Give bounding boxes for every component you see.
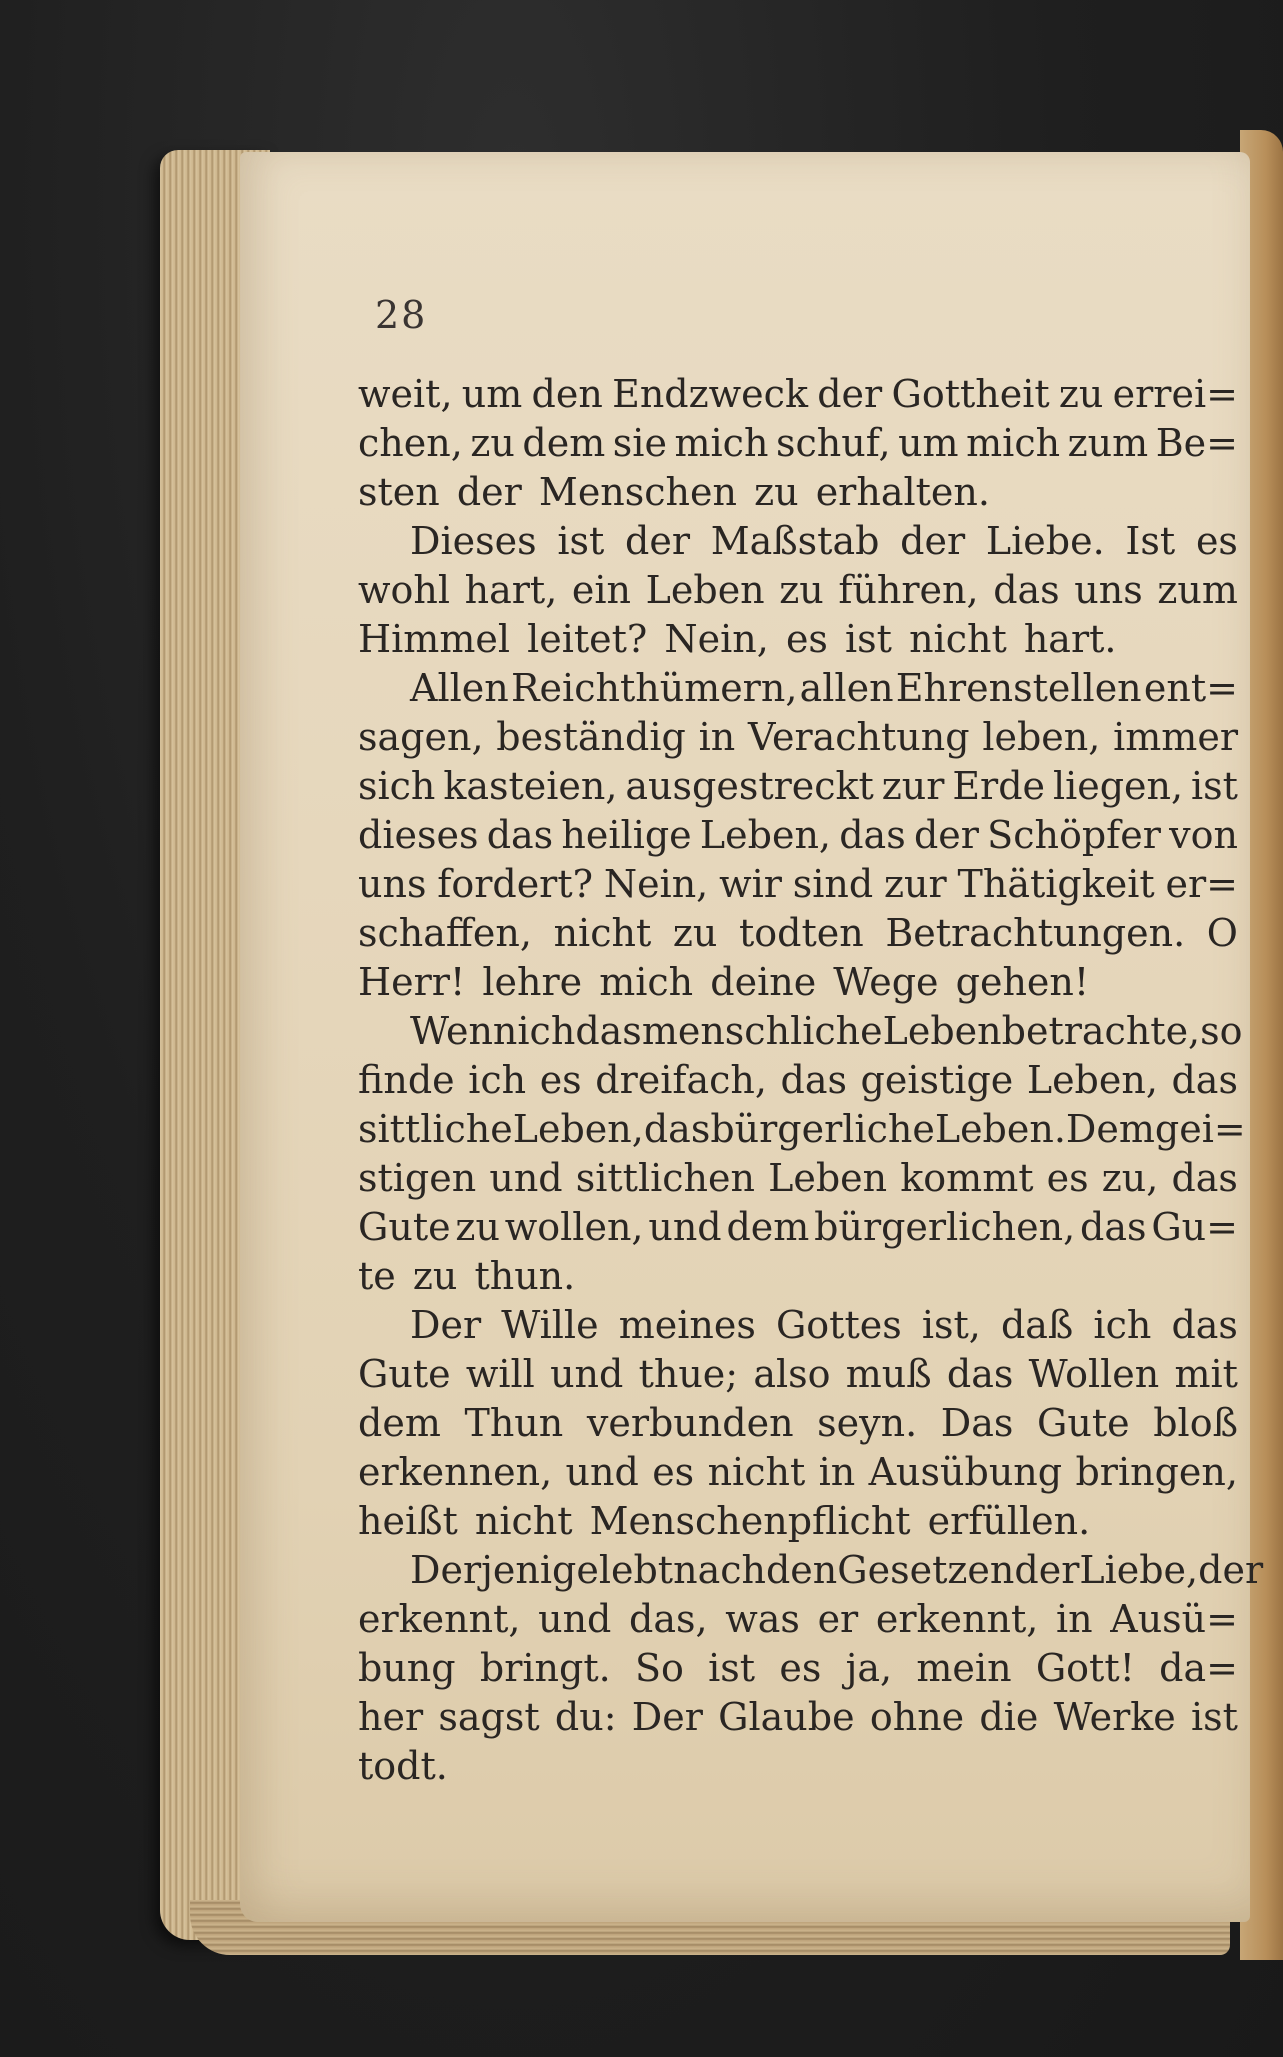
- text-word: Dieses: [410, 519, 537, 563]
- text-word: bürgerlichen,: [814, 1205, 1076, 1249]
- text-word: erkennt,: [875, 1597, 1039, 1641]
- text-word: Gu=: [1151, 1205, 1238, 1249]
- text-word: mich: [966, 421, 1061, 465]
- text-word: Ist: [1125, 519, 1176, 563]
- text-word: es: [652, 1450, 695, 1494]
- text-line: [358, 713, 1238, 762]
- text-word: nach: [673, 1548, 766, 1592]
- text-word: Leben,: [1026, 1058, 1158, 1102]
- text-word: das: [839, 813, 906, 857]
- text-word: mich: [599, 960, 694, 1004]
- text-word: Derjenige: [410, 1548, 599, 1592]
- text-word: lebt: [598, 1548, 674, 1592]
- text-word: Gute: [1037, 1401, 1130, 1445]
- text-word: Liebe.: [985, 519, 1105, 563]
- text-word: zu: [1058, 372, 1104, 416]
- text-word: es: [785, 617, 828, 661]
- text-word: der: [456, 470, 522, 514]
- text-line: [358, 615, 1238, 664]
- text-word: zu: [754, 470, 799, 514]
- text-word: Thun: [464, 1401, 564, 1445]
- text-word: zu: [672, 911, 718, 955]
- text-word: uns: [358, 862, 427, 906]
- text-word: was: [725, 1597, 800, 1641]
- text-word: chen,: [358, 421, 463, 465]
- text-word: Nein,: [664, 617, 769, 661]
- text-word: Der: [410, 1303, 482, 1347]
- text-word: das: [575, 1009, 642, 1053]
- text-line: [358, 1105, 1246, 1154]
- text-line: [358, 419, 1238, 468]
- text-word: Leben: [768, 1156, 888, 1200]
- text-line: [358, 958, 1238, 1007]
- text-word: es: [1195, 519, 1238, 563]
- text-word: dieses: [358, 813, 479, 857]
- text-word: beständig: [496, 715, 686, 759]
- text-word: Wollen: [1028, 1352, 1160, 1396]
- text-word: ich: [517, 1009, 576, 1053]
- text-word: deine: [710, 960, 817, 1004]
- text-line: [358, 1399, 1238, 1448]
- text-word: leitet?: [527, 617, 648, 661]
- text-line: [358, 811, 1238, 860]
- text-line: [358, 1154, 1238, 1203]
- text-word: stigen: [358, 1156, 477, 1200]
- text-word: er=: [1165, 862, 1238, 906]
- text-word: ohne: [869, 1695, 965, 1739]
- text-word: daß: [1000, 1303, 1074, 1347]
- text-word: Menschenpflicht: [589, 1499, 911, 1543]
- text-line: [358, 1644, 1238, 1693]
- text-word: das: [1171, 1058, 1238, 1102]
- text-word: menschliche: [641, 1009, 883, 1053]
- text-word: todten: [738, 911, 864, 955]
- text-word: mit: [1174, 1352, 1238, 1396]
- text-word: das: [780, 1058, 847, 1102]
- text-word: zu,: [1101, 1156, 1159, 1200]
- text-word: erfüllen.: [927, 1499, 1091, 1543]
- text-word: das: [486, 813, 554, 857]
- text-word: ist: [845, 617, 892, 661]
- text-word: gehen!: [955, 960, 1090, 1004]
- text-line: [358, 1350, 1238, 1399]
- text-word: erhalten.: [815, 470, 990, 514]
- text-word: Betrachtungen.: [885, 911, 1186, 955]
- text-word: schuf,: [776, 421, 891, 465]
- text-word: will: [465, 1352, 535, 1396]
- text-word: Erde: [952, 764, 1046, 808]
- text-line: [358, 1448, 1238, 1497]
- text-word: den: [765, 1548, 838, 1592]
- text-line: [358, 1693, 1238, 1742]
- text-word: zur: [881, 764, 945, 808]
- text-word: um: [461, 372, 523, 416]
- text-word: Endzweck: [612, 372, 808, 416]
- text-line: [358, 370, 1238, 419]
- text-word: es: [779, 1646, 822, 1690]
- text-word: Nein,: [603, 862, 709, 906]
- text-word: Der: [631, 1695, 703, 1739]
- text-line: [358, 664, 1238, 713]
- text-word: thue;: [638, 1352, 739, 1396]
- text-word: sten: [358, 470, 440, 514]
- text-word: her: [358, 1695, 424, 1739]
- text-word: immer: [1113, 715, 1238, 759]
- text-line: [358, 1742, 1238, 1791]
- text-line: [358, 909, 1238, 958]
- text-word: Ehrenstellen: [895, 666, 1142, 710]
- text-line: [358, 1007, 1243, 1056]
- text-word: der: [1014, 1548, 1080, 1592]
- text-word: der: [900, 519, 966, 563]
- text-word: dem: [522, 421, 606, 465]
- text-word: bringt.: [479, 1646, 611, 1690]
- text-word: nicht: [474, 1499, 573, 1543]
- text-word: Maßstab: [710, 519, 880, 563]
- text-word: da=: [1159, 1646, 1238, 1690]
- page-text-body: [358, 370, 1264, 1791]
- text-word: allen: [799, 666, 894, 710]
- text-word: und: [489, 1156, 563, 1200]
- text-word: die: [979, 1695, 1039, 1739]
- text-line: [358, 517, 1238, 566]
- text-word: und: [538, 1597, 612, 1641]
- text-word: ist: [708, 1646, 756, 1690]
- text-word: er: [817, 1597, 859, 1641]
- text-word: Wille: [501, 1303, 599, 1347]
- text-word: nicht: [553, 911, 652, 955]
- text-word: Menschen: [538, 470, 737, 514]
- text-word: du:: [554, 1695, 617, 1739]
- text-word: das,: [629, 1597, 708, 1641]
- text-word: mein: [916, 1646, 1012, 1690]
- text-word: sittliche: [358, 1107, 513, 1151]
- text-word: das: [1171, 1156, 1238, 1200]
- text-word: so: [1200, 1009, 1243, 1053]
- text-word: Wege: [833, 960, 939, 1004]
- text-word: meines: [618, 1303, 756, 1347]
- text-word: Ausü=: [1110, 1597, 1238, 1641]
- text-line: [358, 468, 1238, 517]
- text-word: der: [913, 813, 979, 857]
- text-word: um: [898, 421, 959, 465]
- text-word: und: [648, 1205, 722, 1249]
- text-word: te: [358, 1254, 396, 1298]
- text-word: betrachte,: [1001, 1009, 1201, 1053]
- text-word: das: [1080, 1205, 1147, 1249]
- text-word: gei=: [1154, 1107, 1246, 1151]
- text-word: muß: [845, 1352, 932, 1396]
- text-word: O: [1206, 911, 1238, 955]
- text-word: Himmel: [358, 617, 510, 661]
- text-line: [358, 762, 1238, 811]
- text-word: ausgestreckt: [625, 764, 874, 808]
- text-word: liegen,: [1052, 764, 1184, 808]
- text-word: Dem: [1065, 1107, 1155, 1151]
- text-word: in: [698, 715, 736, 759]
- text-word: kommt: [900, 1156, 1034, 1200]
- text-word: in: [1055, 1597, 1093, 1641]
- text-word: Das: [940, 1401, 1014, 1445]
- text-word: von: [1169, 813, 1238, 857]
- text-word: Reichthümern,: [510, 666, 798, 710]
- text-word: bringen,: [1075, 1450, 1238, 1494]
- text-word: es: [539, 1058, 582, 1102]
- text-word: das: [643, 1107, 711, 1151]
- text-word: Schöpfer: [987, 813, 1161, 857]
- text-word: Be=: [1155, 421, 1238, 465]
- text-line: [358, 1301, 1238, 1350]
- text-word: Gute: [358, 1205, 451, 1249]
- text-word: führen,: [838, 568, 979, 612]
- text-word: seyn.: [817, 1401, 918, 1445]
- text-word: ist: [1191, 764, 1238, 808]
- text-word: So: [634, 1646, 684, 1690]
- text-word: hart,: [464, 568, 558, 612]
- text-word: Gesetzen: [837, 1548, 1015, 1592]
- text-word: zu: [412, 1254, 458, 1298]
- text-word: das: [993, 568, 1060, 612]
- text-word: bürgerliche: [710, 1107, 935, 1151]
- text-word: zu: [779, 568, 824, 612]
- text-word: Leben,: [699, 813, 831, 857]
- text-word: zur: [884, 862, 947, 906]
- text-word: ein: [571, 568, 632, 612]
- text-word: Herr!: [358, 960, 466, 1004]
- text-word: geistige: [860, 1058, 1014, 1102]
- text-word: heißt: [358, 1499, 458, 1543]
- text-word: zum: [1157, 568, 1238, 612]
- text-word: zu: [470, 421, 515, 465]
- text-word: zu: [455, 1205, 500, 1249]
- text-word: Werke: [1053, 1695, 1176, 1739]
- text-line: [358, 1595, 1238, 1644]
- text-word: der: [1198, 1548, 1264, 1592]
- text-word: todt.: [358, 1744, 448, 1788]
- text-word: fordert?: [437, 862, 593, 906]
- text-word: Ausübung: [868, 1450, 1063, 1494]
- text-line: [358, 1546, 1264, 1595]
- text-word: mich: [674, 421, 769, 465]
- text-word: nicht: [707, 1450, 806, 1494]
- text-word: erkennt,: [358, 1597, 521, 1641]
- text-word: errei=: [1112, 372, 1238, 416]
- text-word: das: [946, 1352, 1014, 1396]
- text-word: Thätigkeit: [957, 862, 1155, 906]
- text-word: hart.: [1023, 617, 1117, 661]
- text-word: sind: [792, 862, 874, 906]
- text-word: heilige: [561, 813, 692, 857]
- text-line: [358, 1203, 1238, 1252]
- text-word: dem: [726, 1205, 810, 1249]
- text-line: [358, 1056, 1238, 1105]
- text-word: Leben,: [512, 1107, 644, 1151]
- text-word: sie: [612, 421, 667, 465]
- text-word: Leben: [645, 568, 765, 612]
- text-word: kasteien,: [443, 764, 618, 808]
- text-word: ich: [468, 1058, 527, 1102]
- text-word: sittlichen: [575, 1156, 755, 1200]
- text-word: bloß: [1153, 1401, 1238, 1445]
- text-word: Gottes: [775, 1303, 902, 1347]
- text-word: Gute: [358, 1352, 451, 1396]
- text-word: und: [550, 1352, 624, 1396]
- text-word: sich: [358, 764, 436, 808]
- text-line: [358, 1252, 1238, 1301]
- text-word: ja,: [845, 1646, 893, 1690]
- text-word: ich: [1093, 1303, 1152, 1347]
- text-word: Gottheit: [891, 372, 1050, 416]
- text-word: bung: [358, 1646, 456, 1690]
- text-word: wir: [719, 862, 782, 906]
- text-word: schaffen,: [358, 911, 532, 955]
- text-word: wollen,: [504, 1205, 644, 1249]
- text-line: [358, 860, 1238, 909]
- text-word: finde: [358, 1058, 455, 1102]
- text-word: thun.: [474, 1254, 576, 1298]
- text-word: Wenn: [410, 1009, 518, 1053]
- text-word: wohl: [358, 568, 451, 612]
- text-word: ent=: [1143, 666, 1238, 710]
- text-word: Leben: [882, 1009, 1002, 1053]
- text-word: Allen: [410, 666, 509, 710]
- text-word: weit,: [358, 372, 453, 416]
- text-word: es: [1046, 1156, 1089, 1200]
- text-word: zum: [1067, 421, 1149, 465]
- text-word: dreifach,: [595, 1058, 767, 1102]
- text-word: verbunden: [586, 1401, 794, 1445]
- text-word: ist: [557, 519, 605, 563]
- text-word: Leben.: [934, 1107, 1066, 1151]
- text-line: [358, 566, 1238, 615]
- text-word: der: [625, 519, 690, 563]
- text-word: das: [1171, 1303, 1238, 1347]
- text-word: der: [817, 372, 883, 416]
- text-word: leben,: [982, 715, 1101, 759]
- text-word: also: [753, 1352, 831, 1396]
- text-word: Liebe,: [1079, 1548, 1199, 1592]
- text-word: Glaube: [718, 1695, 855, 1739]
- text-word: Gott!: [1035, 1646, 1135, 1690]
- text-word: dem: [358, 1401, 441, 1445]
- text-word: und: [565, 1450, 639, 1494]
- text-word: sagen,: [358, 715, 484, 759]
- text-word: uns: [1074, 568, 1143, 612]
- text-word: Verachtung: [748, 715, 970, 759]
- text-word: sagst: [438, 1695, 540, 1739]
- text-word: lehre: [482, 960, 583, 1004]
- page-number: 28: [375, 293, 428, 337]
- text-word: nicht: [909, 617, 1007, 661]
- text-line: [358, 1497, 1238, 1546]
- text-word: ist: [1191, 1695, 1238, 1739]
- text-word: in: [818, 1450, 856, 1494]
- text-word: erkennen,: [358, 1450, 553, 1494]
- text-word: ist,: [921, 1303, 981, 1347]
- text-word: den: [531, 372, 603, 416]
